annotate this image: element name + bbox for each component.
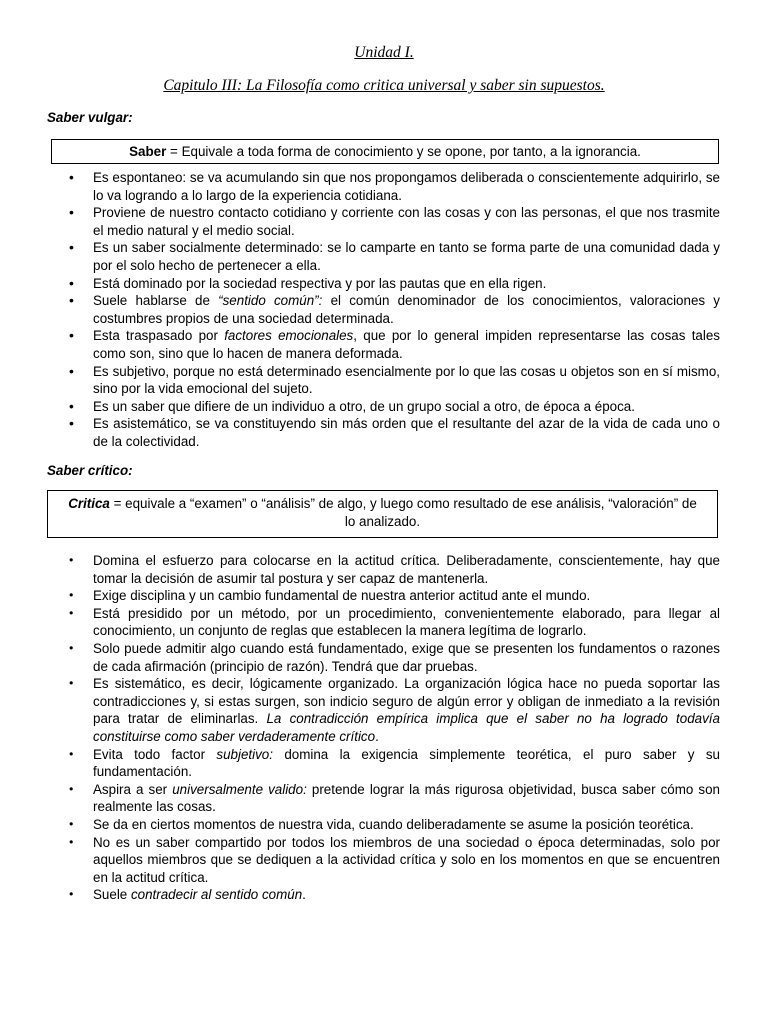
item-text: Suele hablarse de (93, 293, 219, 309)
item-text: Exige disciplina y un cambio fundamental de nuestra anterior actitud ante el mundo. (93, 588, 591, 604)
list-item (69, 587, 720, 605)
list-item (69, 675, 720, 745)
definition-text: = equivale a “examen” o “análisis” de algo, y luego como resultado de ese análisis, “valoración” de lo analizado. (109, 496, 697, 529)
item-text: Domina el esfuerzo para colocarse en la actitud crítica. Deliberadamente, conscientemente, hay que tomar la decisión de asumir tal postura y ser capaz de mantenerla. (93, 553, 720, 586)
item-text: Esta traspasado por (93, 328, 225, 344)
item-text: Es espontaneo: se va acumulando sin que nos propongamos deliberada o conscientemente adquirirlo, se lo va logrando a lo largo de la experiencia cotidiana. (93, 170, 720, 203)
definition-box-saber (51, 139, 719, 164)
critico-list (69, 552, 720, 904)
list-item (69, 834, 720, 887)
definition-term: Saber (129, 144, 167, 159)
bullet-icon: • (69, 640, 74, 655)
item-text: pretende lograr la más rigurosa objetividad, busca saber cómo son realmente las cosas. (93, 781, 720, 815)
item-text: , que por lo general impiden representarse las cosas tales como son, sino que lo hacen de manera deformada. (93, 328, 720, 361)
emphasis-text: La contradicción empírica implica que el saber no ha logrado todavía constituirse como saber verdaderamente crítico (93, 711, 720, 744)
list-item (69, 397, 720, 416)
item-text: Está dominado por la sociedad respectiva y por las pautas que en ella rigen. (93, 275, 547, 291)
section-heading-vulgar: Saber vulgar: (47, 110, 133, 125)
item-text: Evita todo factor (93, 746, 217, 762)
list-item (69, 415, 720, 450)
item-text: Es un saber socialmente determinado: se lo camparte en tanto se forma parte de una comunidad dada y por el solo hecho de pertenecer a ella. (93, 240, 720, 273)
list-item (69, 746, 720, 781)
bullet-icon: • (69, 553, 74, 567)
item-text: Es asistemático, se va constituyendo sin más orden que el resultante del azar de la vida de cada uno o de la colectividad. (93, 416, 720, 449)
list-item (69, 886, 720, 904)
bullet-icon: • (69, 274, 74, 291)
item-text: Solo puede admitir algo cuando está fundamentado, exige que se presenten los fundamentos o razones de cada afirmación (principio de razón). Tendrá que dar pruebas. (93, 640, 720, 674)
bullet-icon: • (69, 204, 74, 221)
list-item (69, 169, 720, 204)
item-text: Es sistemático, es decir, lógicamente organizado. La organización lógica hace no pueda soportar las contradicciones y, si estas surgen, son indicio seguro de algún error y obligan de inmediato a la revisión para tratar de eliminarlas. (93, 676, 720, 727)
section-heading-critico: Saber crítico: (47, 463, 133, 478)
list-item (69, 605, 720, 640)
item-text: el común denominador de los conocimientos, valoraciones y costumbres propios de una sociedad determinada. (93, 293, 720, 326)
bullet-icon: • (69, 816, 74, 831)
bullet-icon: • (69, 676, 74, 691)
bullet-icon: • (69, 781, 74, 796)
list-item (69, 552, 720, 587)
bullet-icon: • (69, 415, 74, 432)
list-item (69, 204, 720, 239)
list-item (69, 816, 720, 834)
list-item (69, 327, 720, 362)
bullet-icon: • (69, 746, 74, 761)
list-item (69, 640, 720, 675)
bullet-icon: • (69, 397, 74, 414)
bullet-icon: • (69, 292, 74, 309)
bullet-icon: • (69, 887, 74, 902)
item-text: . (375, 728, 379, 744)
emphasis-text: factores emocionales (224, 328, 354, 344)
emphasis-text: contradecir al sentido común (130, 887, 303, 903)
definition-box-critica (47, 490, 718, 538)
item-text: Se da en ciertos momentos de nuestra vida, cuando deliberadamente se asume la posición teorética. (93, 816, 694, 832)
item-text: Aspira a ser (93, 781, 173, 797)
definition-term: Critica (68, 496, 110, 511)
item-text: No es un saber compartido por todos los miembros de una sociedad o época determinadas, solo por aquellos miembros que se dediquen a la actividad crítica y solo en los momentos en que se encuentren en la actitud crítica. (93, 834, 720, 885)
list-item (69, 292, 720, 327)
definition-text: = Equivale a toda forma de conocimiento y se opone, por tanto, a la ignorancia. (166, 144, 641, 159)
unit-title: Unidad I. (354, 44, 414, 61)
item-text: . (302, 887, 306, 903)
bullet-icon: • (69, 588, 74, 603)
item-text: Es un saber que difiere de un individuo a otro, de un grupo social a otro, de época a época. (93, 398, 635, 414)
bullet-icon: • (69, 239, 74, 256)
chapter-title: Capitulo III: La Filosofía como critica universal y saber sin supuestos. (163, 77, 605, 94)
emphasis-text: “sentido común”: (218, 293, 323, 309)
bullet-icon: • (69, 327, 74, 344)
list-item (69, 274, 720, 293)
item-text: domina la exigencia simplemente teorética, el puro saber y su fundamentación. (93, 746, 720, 780)
list-item (69, 362, 720, 398)
list-item (69, 781, 720, 816)
emphasis-text: subjetivo: (216, 746, 273, 762)
item-text: Está presidido por un método, por un procedimiento, convenientemente elaborado, para llegar al conocimiento, un conjunto de reglas que establecen la manera legítima de lograrlo. (93, 605, 720, 639)
item-text: Proviene de nuestro contacto cotidiano y corriente con las cosas y con las personas, el que nos trasmite el medio natural y el medio social. (93, 205, 720, 238)
vulgar-list (69, 169, 720, 451)
bullet-icon: • (69, 834, 74, 849)
bullet-icon: • (69, 362, 74, 379)
bullet-icon: • (69, 169, 74, 185)
item-text: Suele (93, 887, 131, 903)
emphasis-text: universalmente valido: (172, 781, 307, 797)
item-text: Es subjetivo, porque no está determinado esencialmente por lo que las cosas u objetos son en sí mismo, sino por la vida emocional del sujeto. (93, 363, 720, 397)
bullet-icon: • (69, 605, 74, 620)
list-item (69, 239, 720, 274)
